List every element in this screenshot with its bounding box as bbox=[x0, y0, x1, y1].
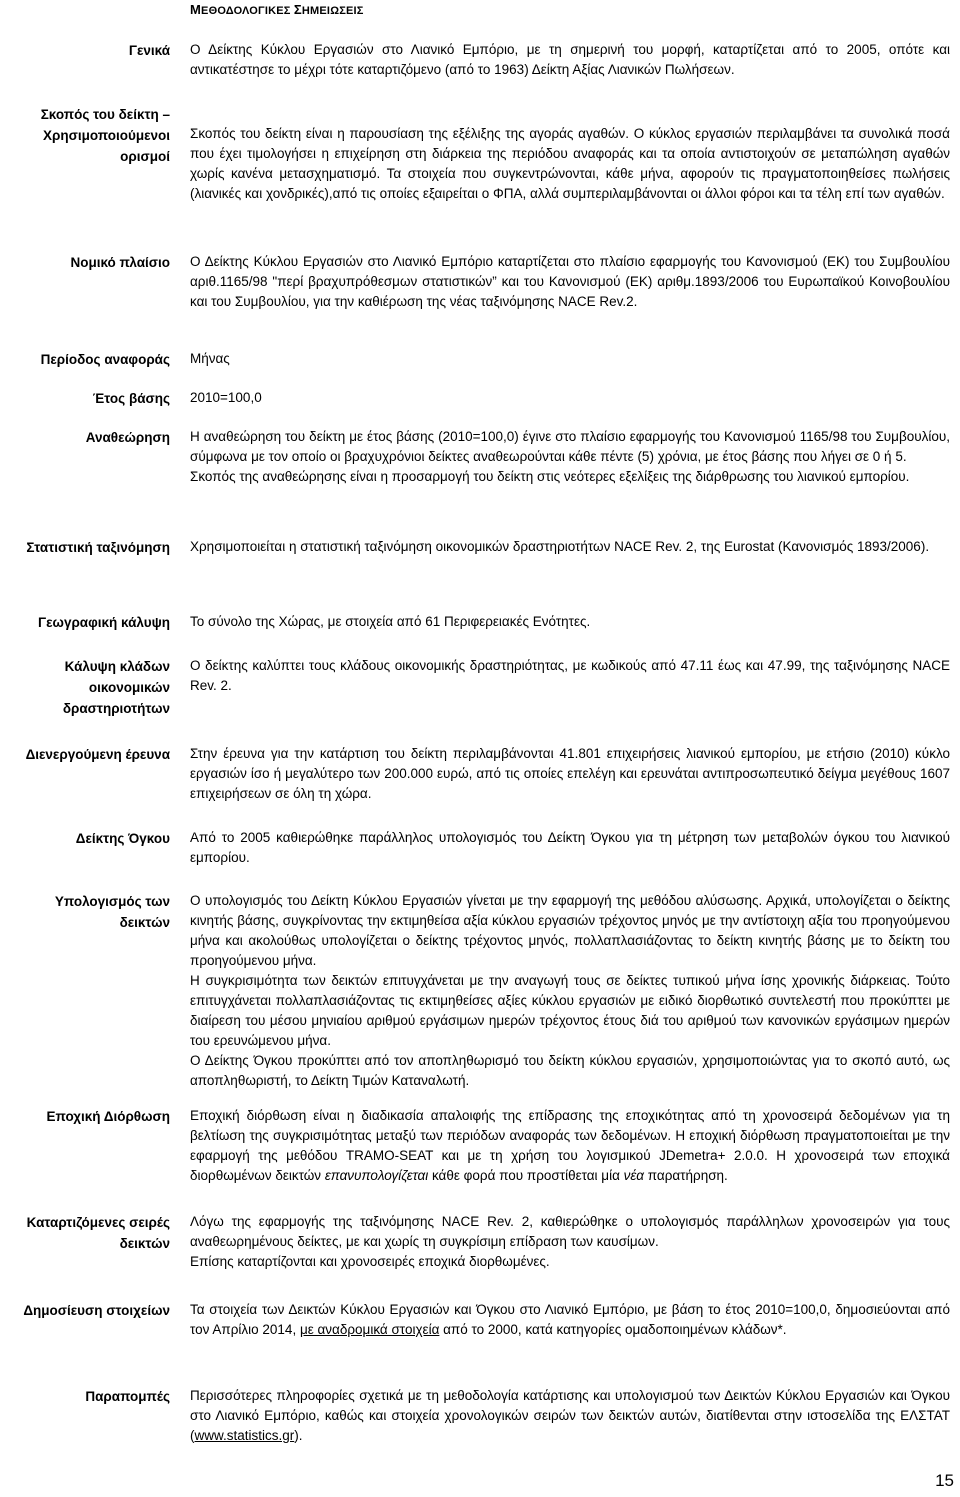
statistics-gr-link[interactable]: www.statistics.gr bbox=[194, 1428, 295, 1443]
section-text: 2010=100,0 bbox=[190, 390, 262, 405]
section-label: Έτος βάσης bbox=[92, 391, 170, 406]
section-text: Τα στοιχεία των Δεικτών Κύκλου Εργασιών και Όγκου στο Λιανικό Εμπόριο, με βάση το έτος 2010=100,0, δημοσιεύονται από τον Απρίλιο 2014, με αναδρομικά στοιχεία από το 2000, κατά κατηγορίες ομαδοποιημένων κλάδων*. bbox=[190, 1302, 950, 1337]
section-text: Από το 2005 καθιερώθηκε παράλληλος υπολογισμός του Δείκτη Όγκου για τη μέτρηση των μεταβολών όγκου του λιανικού εμπορίου. bbox=[190, 830, 950, 865]
section-label: Στατιστική ταξινόμηση bbox=[26, 540, 170, 555]
section-label: Γενικά bbox=[128, 43, 170, 58]
section-label: Καταρτιζόμενες σειρές δεικτών bbox=[26, 1215, 170, 1251]
page-heading: ΜΕΘΟΔΟΛΟΓΙΚΕΣ ΣΗΜΕΙΩΣΕΙΣ bbox=[190, 2, 364, 17]
section-label: Εποχική Διόρθωση bbox=[46, 1109, 170, 1124]
section-text: Λόγω της εφαρμογής της ταξινόμησης NACE Rev. 2, καθιερώθηκε ο υπολογισμός παράλληλων χρονοσειρών για τους αναθεωρημένους δείκτες, με και χωρίς τη συγκρίσιμη επίδραση των καυσίμων. Επίσης καταρτίζονται και χρονοσειρές εποχικά διορθωμένες. bbox=[190, 1214, 950, 1269]
section-text: Ο υπολογισμός του Δείκτη Κύκλου Εργασιών γίνεται με την εφαρμογή της μεθόδου αλύσωσης. Αρχικά, υπολογίζεται ο δείκτης κινητής βάσης, συγκρίνοντας την εκτιμηθείσα αξία κύκλου εργασιών τρέχοντος μηνός με την αντίστοιχη αξία του προηγούμενου μήνα και ακολούθως υπολογίζεται ο δείκτης τρέχοντος μηνός, πολλαπλασιάζοντας το δείκτη κινητής βάσης με το δείκτη του προηγούμενου μήνα. Η συγκρισιμότητα των δεικτών επιτυγχάνεται με την αναγωγή τους σε δείκτες τυπικού μήνα ίσης χρονικής διάρκειας. Τούτο επιτυγχάνεται πολλαπλασιάζοντας τις εκτιμηθείσες αξίες κύκλου εργασιών με ειδικό διορθωτικό συντελεστή που προκύπτει με διαίρεση του μέσου μηνιαίου αριθμού εργάσιμων ημερών τρέχοντος έτους διά του αριθμού των κανονικών εργάσιμων ημερών του ερευνώμενου μήνα. Ο Δείκτης Όγκου προκύπτει από τον αποπληθωρισμό του δείκτη κύκλου εργασιών, χρησιμοποιώντας για το σκοπό αυτό, ως αποπληθωριστή, το Δείκτη Τιμών Καταναλωτή. bbox=[190, 893, 950, 1088]
section-text: Η αναθεώρηση του δείκτη με έτος βάσης (2010=100,0) έγινε στο πλαίσιο εφαρμογής του Κανονισμού 1165/98 του Συμβουλίου, σύμφωνα με τον οποίο οι βραχυχρόνιοι δείκτες αναθεωρούνται κάθε πέντε (5) χρόνια, με έτος βάσης που λήγει σε 0 ή 5. Σκοπός της αναθεώρησης είναι η προσαρμογή του δείκτη στις νεότερες εξελίξεις της διάρθρωσης του λιανικού εμπορίου. bbox=[190, 429, 950, 484]
section-text: Περισσότερες πληροφορίες σχετικά με τη μεθοδολογία κατάρτισης και υπολογισμού των Δεικτών Κύκλου Εργασιών και Όγκου στο Λιανικό Εμπόριο, καθώς και στοιχεία χρονολογικών σειρών των δεικτών αυτών, διατίθενται στην ιστοσελίδα της ΕΛΣΤΑΤ (www.statistics.gr). bbox=[190, 1388, 950, 1443]
section-label: Αναθεώρηση bbox=[85, 430, 170, 445]
section-label: Παραπομπές bbox=[85, 1389, 170, 1404]
section-label: Δημοσίευση στοιχείων bbox=[23, 1303, 170, 1318]
section-text: Σκοπός του δείκτη είναι η παρουσίαση της εξέλιξης της αγοράς αγαθών. Ο κύκλος εργασιών περιλαμβάνει τα συνολικά ποσά που έχει τιμολογήσει η επιχείρηση στη διάρκεια της περιόδου αναφοράς και τα οποία αντιστοιχούν σε μεταπώληση αγαθών χωρίς κανένα μετασχηματισμό. Τα στοιχεία που συγκεντρώνονται, κάθε μήνα, αφορούν τις πραγματοποιηθείσες πωλήσεις (λιανικές και χονδρικές),από τις οποίες εξαιρείται ο ΦΠΑ, αλλά συμπεριλαμβάνονται οι άλλοι φόροι και τα τέλη επί των αγαθών. bbox=[190, 126, 950, 201]
section-text: Εποχική διόρθωση είναι η διαδικασία απαλοιφής της επίδρασης της εποχικότητας από τη χρονοσειρά δεδομένων για τη βελτίωση της συγκρισιμότητας μεταξύ των περιόδων αναφοράς των δεδομένων. Η εποχική διόρθωση πραγματοποιείται με την εφαρμογή της μεθόδου TRAMO-SEAT και με τη χρήση του λογισμικού JDemetra+ 2.0.0. Η χρονοσειρά των εποχικά διορθωμένων δεικτών επανυπολογίζεται κάθε φορά που προστίθεται μία νέα παρατήρηση. bbox=[190, 1108, 950, 1183]
section-label: Δείκτης Όγκου bbox=[75, 831, 170, 846]
retro-data-link[interactable]: με αναδρομικά στοιχεία bbox=[299, 1322, 440, 1337]
section-text: Ο Δείκτης Κύκλου Εργασιών στο Λιανικό Εμπόριο καταρτίζεται στο πλαίσιο εφαρμογής του Κανονισμού (ΕΚ) του Συμβουλίου αριθ.1165/98 "περί βραχυπρόθεσμων στατιστικών” και του Κανονισμού (ΕΚ) αριθμ.1893/2006 του Ευρωπαϊκού Κοινοβουλίου και του Συμβουλίου, για την καθιέρωση της νέας ταξινόμησης NACE Rev.2. bbox=[190, 254, 950, 309]
section-label: Κάλυψη κλάδων οικονομικών δραστηριοτήτων bbox=[62, 659, 170, 716]
section-label: Περίοδος αναφοράς bbox=[40, 352, 170, 367]
section-label: Διενεργούμενη έρευνα bbox=[25, 747, 170, 762]
section-text: Ο Δείκτης Κύκλου Εργασιών στο Λιανικό Εμπόριο, με τη σημερινή του μορφή, καταρτίζεται από το 2005, οπότε και αντικατέστησε το μέχρι τότε καταρτιζόμενο (από το 1963) Δείκτη Αξίας Λιανικών Πωλήσεων. bbox=[190, 42, 950, 77]
section-label: Νομικό πλαίσιο bbox=[70, 255, 170, 270]
page-number: 15 bbox=[935, 1471, 954, 1490]
section-label: Γεωγραφική κάλυψη bbox=[38, 615, 170, 630]
section-text: Χρησιμοποιείται η στατιστική ταξινόμηση οικονομικών δραστηριοτήτων NACE Rev. 2, της Eurostat (Κανονισμός 1893/2006). bbox=[190, 539, 930, 554]
section-label: Σκοπός του δείκτη – Χρησιμοποιούμενοι ορισμοί bbox=[40, 107, 170, 164]
section-text: Το σύνολο της Χώρας, με στοιχεία από 61 Περιφερειακές Ενότητες. bbox=[190, 614, 591, 629]
section-text: Στην έρευνα για την κατάρτιση του δείκτη περιλαμβάνονται 41.801 επιχειρήσεις λιανικού εμπορίου, με ετήσιο (2010) κύκλο εργασιών ίσο ή μεγαλύτερο των 200.000 ευρώ, από τις οποίες επελέγη και ερευνάται αντιπροσωπευτικό δείγμα μεγέθους 1607 επιχειρήσεων σε όλη τη χώρα. bbox=[190, 746, 950, 801]
section-text: Μήνας bbox=[190, 351, 230, 366]
section-text: Ο δείκτης καλύπτει τους κλάδους οικονομικής δραστηριότητας, με κωδικούς από 47.11 έως και 47.99, της ταξινόμησης NACE Rev. 2. bbox=[190, 658, 950, 693]
section-label: Υπολογισμός των δεικτών bbox=[54, 894, 170, 930]
